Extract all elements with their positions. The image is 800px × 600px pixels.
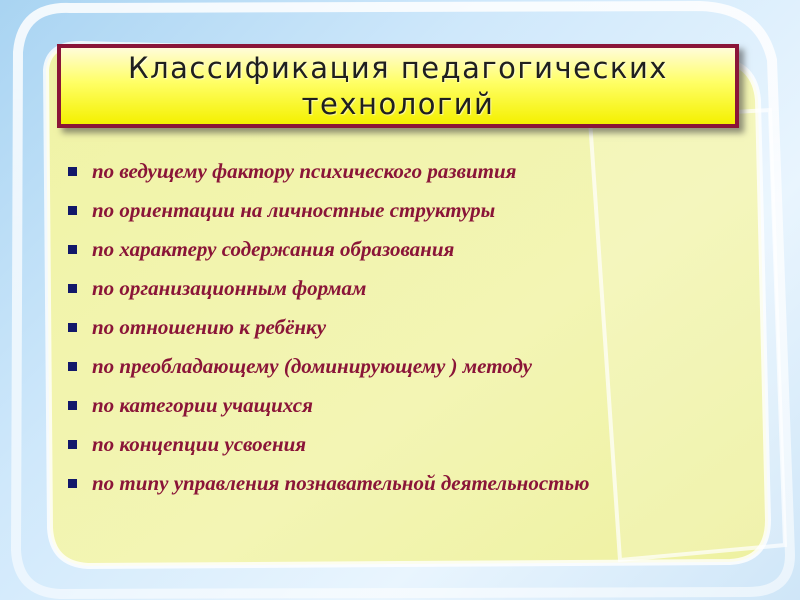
title-box xyxy=(57,44,739,128)
list-item-text: по преобладающему (доминирующему ) методу xyxy=(92,354,532,378)
title-line-2: технологий xyxy=(301,87,495,121)
list-item xyxy=(68,464,768,503)
list-item-text: по ориентации на личностные структуры xyxy=(92,198,496,222)
square-bullet-icon xyxy=(68,440,77,449)
list-item xyxy=(68,191,768,230)
title-line-1: Классификация педагогических xyxy=(128,51,668,85)
list-item xyxy=(68,230,768,269)
list-item xyxy=(68,425,768,464)
square-bullet-icon xyxy=(68,323,77,332)
list-item xyxy=(68,308,768,347)
list-item xyxy=(68,386,768,425)
classification-list xyxy=(68,152,768,503)
list-item-text: по концепции усвоения xyxy=(92,432,307,456)
square-bullet-icon xyxy=(68,401,77,410)
list-item xyxy=(68,152,768,191)
square-bullet-icon xyxy=(68,167,77,176)
square-bullet-icon xyxy=(68,206,77,215)
square-bullet-icon xyxy=(68,479,77,488)
list-item xyxy=(68,269,768,308)
square-bullet-icon xyxy=(68,245,77,254)
list-item-text: по характеру содержания образования xyxy=(92,237,455,261)
list-item xyxy=(68,347,768,386)
list-item-text: по типу управления познавательной деятельностью xyxy=(92,471,590,495)
square-bullet-icon xyxy=(68,362,77,371)
list-item-text: по ведущему фактору психического развития xyxy=(92,159,517,183)
list-item-text: по отношению к ребёнку xyxy=(92,315,327,339)
list-item-text: по категории учащихся xyxy=(92,393,313,417)
list-item-text: по организационным формам xyxy=(92,276,367,300)
square-bullet-icon xyxy=(68,284,77,293)
